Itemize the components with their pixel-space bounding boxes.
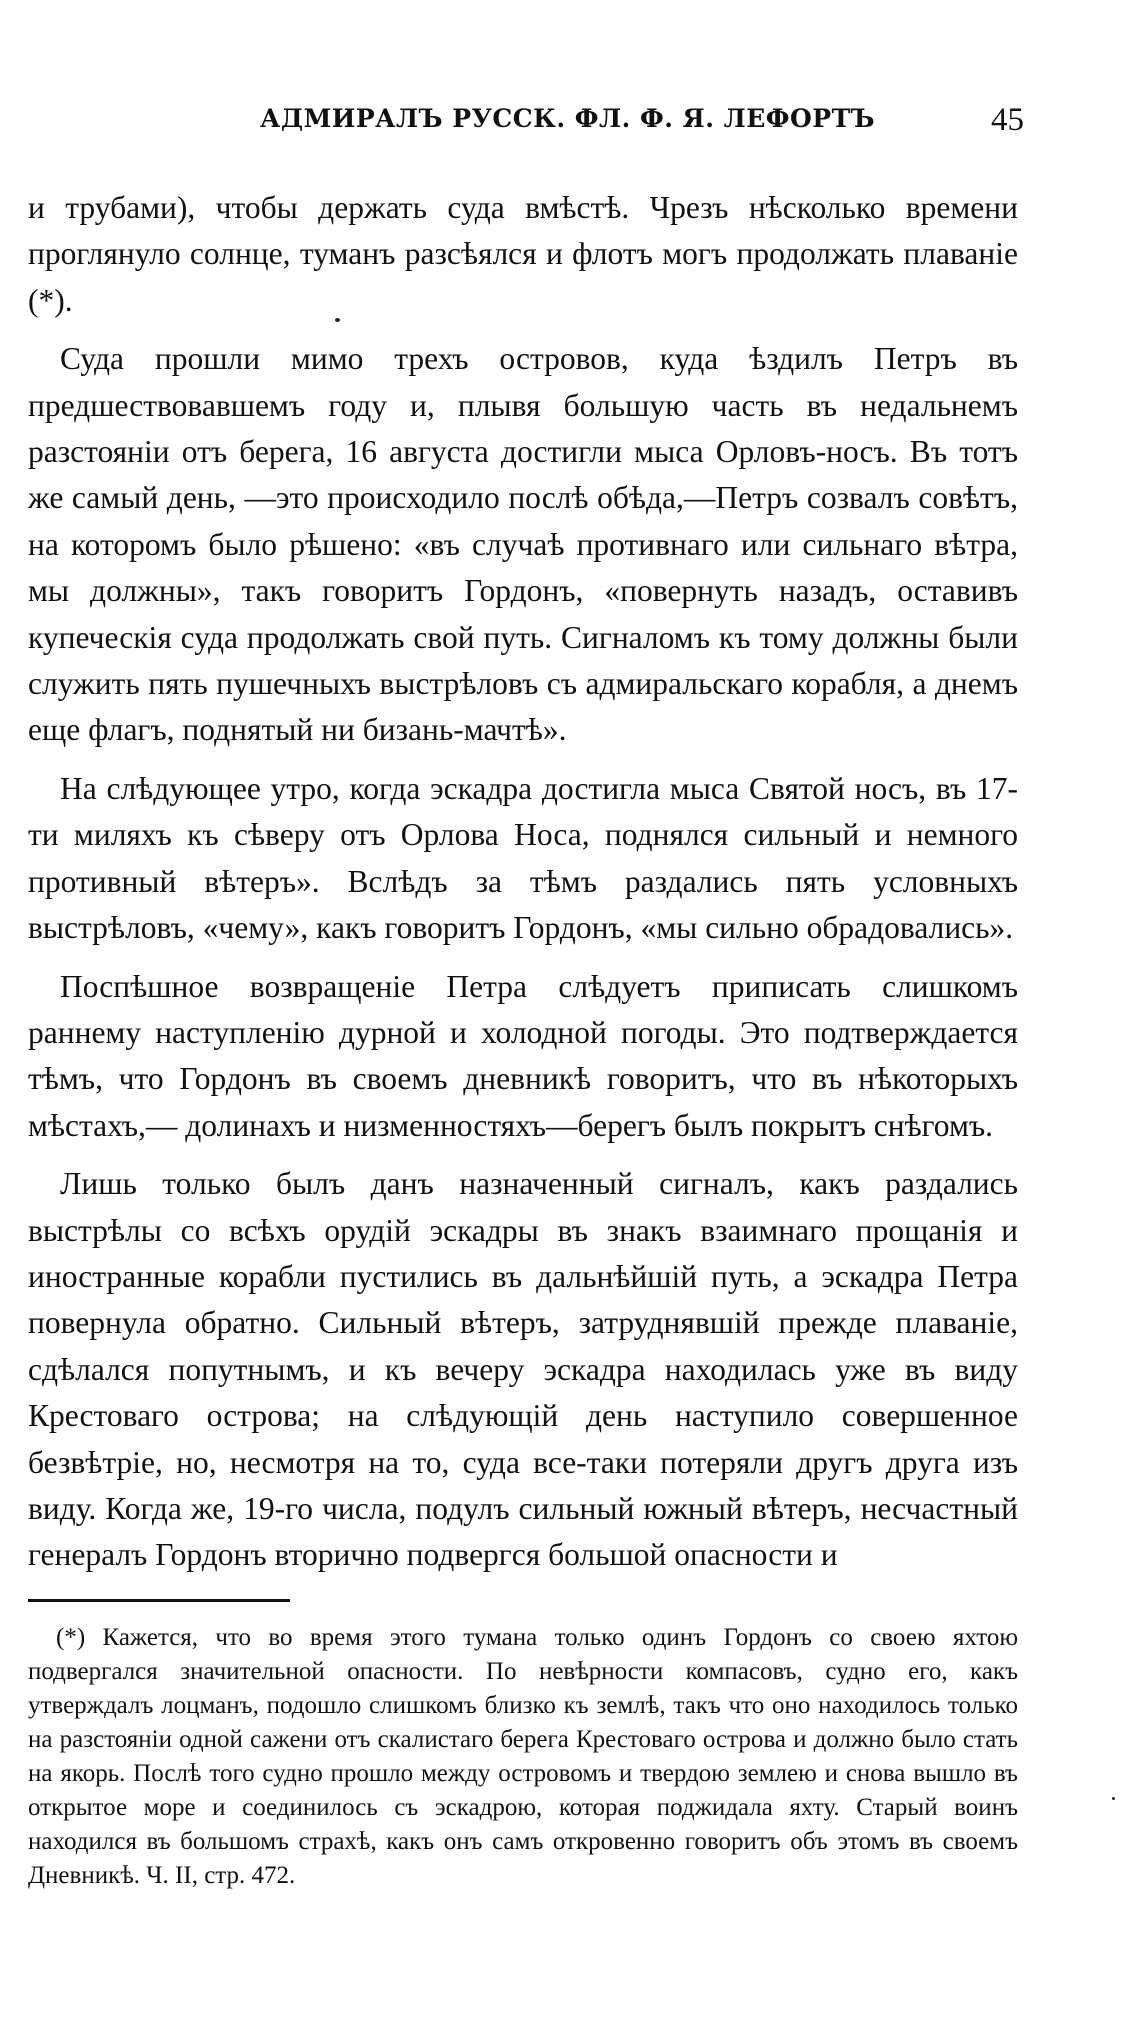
book-page bbox=[28, 0, 1024, 2027]
paragraph: Поспѣшное возвращеніе Петра слѣдуетъ приписать слишкомъ раннему наступленію дурной и холодной погоды. Это подтверждается тѣмъ, что Гордонъ въ своемъ дневникѣ говоритъ, что въ нѣкоторыхъ мѣстахъ,— долинахъ и низменностяхъ—берегъ былъ покрытъ снѣгомъ. bbox=[28, 968, 1018, 1143]
running-head bbox=[28, 102, 1024, 144]
page-number: 45 bbox=[991, 102, 1024, 138]
footnote-divider bbox=[28, 1599, 290, 1602]
paragraph: Суда прошли мимо трехъ островов, куда ѣздилъ Петръ въ предшествовавшемъ году и, плывя большую часть въ недальнемъ разстояніи отъ берега, 16 августа достигли мыса Орловъ-носъ. Въ тотъ же самый день, —это происходило послѣ обѣда,—Петръ созвалъ совѣтъ, на которомъ было рѣшено: «въ случаѣ противнаго или сильнаго вѣтра, мы должны», такъ говоритъ Гордонъ, «повернуть назадъ, оставивъ купеческія суда продолжать свой путь. Сигналомъ къ тому должны были служить пять пушечныхъ выстрѣловъ съ адмиральскаго корабля, а днемъ еще флагъ, поднятый ни бизань-мачтѣ». bbox=[28, 341, 1018, 748]
paragraph: На слѣдующее утро, когда эскадра достигла мыса Святой носъ, въ 17-ти миляхъ къ сѣверу отъ Орлова Носа, поднялся сильный и немного противный вѣтеръ». Вслѣдъ за тѣмъ раздались пять условныхъ выстрѣловъ, «чему», какъ говоритъ Гордонъ, «мы сильно обрадовались». bbox=[28, 770, 1018, 946]
body-text bbox=[28, 185, 1018, 1579]
paragraph: и трубами), чтобы держать суда вмѣстѣ. Чрезъ нѣсколько времени проглянуло солнце, туманъ разсѣялся и флотъ могъ продолжать плаваніе (*). bbox=[28, 190, 1018, 318]
paragraph: Лишь только былъ данъ назначенный сигналъ, какъ раздались выстрѣлы со всѣхъ орудій эскадры въ знакъ взаимнаго прощанія и иностранные корабли пустились въ дальнѣйшій путь, а эскадра Петра повернула обратно. Сильный вѣтеръ, затруднявшій прежде плаваніе, сдѣлался попутнымъ, и къ вечеру эскадра находилась уже въ виду Крестоваго острова; на слѣдующій день наступило совершенное безвѣтріе, но, несмотря на то, суда все-таки потеряли другъ друга изъ виду. Когда же, 19-го числа, подулъ сильный южный вѣтеръ, несчастный генералъ Гордонъ вторично подвергся большой опасности и bbox=[28, 1166, 1018, 1573]
running-title: АДМИРАЛЪ РУССК. ФЛ. Ф. Я. ЛЕФОРТЪ bbox=[260, 104, 876, 133]
ink-speck bbox=[1112, 1797, 1115, 1800]
ink-speck bbox=[335, 318, 340, 322]
footnote: (*) Кажется, что во время этого тумана только одинъ Гордонъ со своею яхтою подвергался значительной опасности. По невѣрности компасовъ, судно его, какъ утверждалъ лоцманъ, подошло слишкомъ близко къ землѣ, такъ что оно находилось только на разстояніи одной сажени отъ скалистаго берега Крестоваго острова и должно было стать на якорь. Послѣ того судно прошло между островомъ и твердою землею и снова вышло въ открытое море и соединилось съ эскадрою, которая поджидала яхту. Старый воинъ находился въ большомъ страхѣ, какъ онъ самъ откровенно говоритъ объ этомъ въ своемъ Дневникѣ. Ч. II, стр. 472. bbox=[28, 1624, 1018, 1889]
